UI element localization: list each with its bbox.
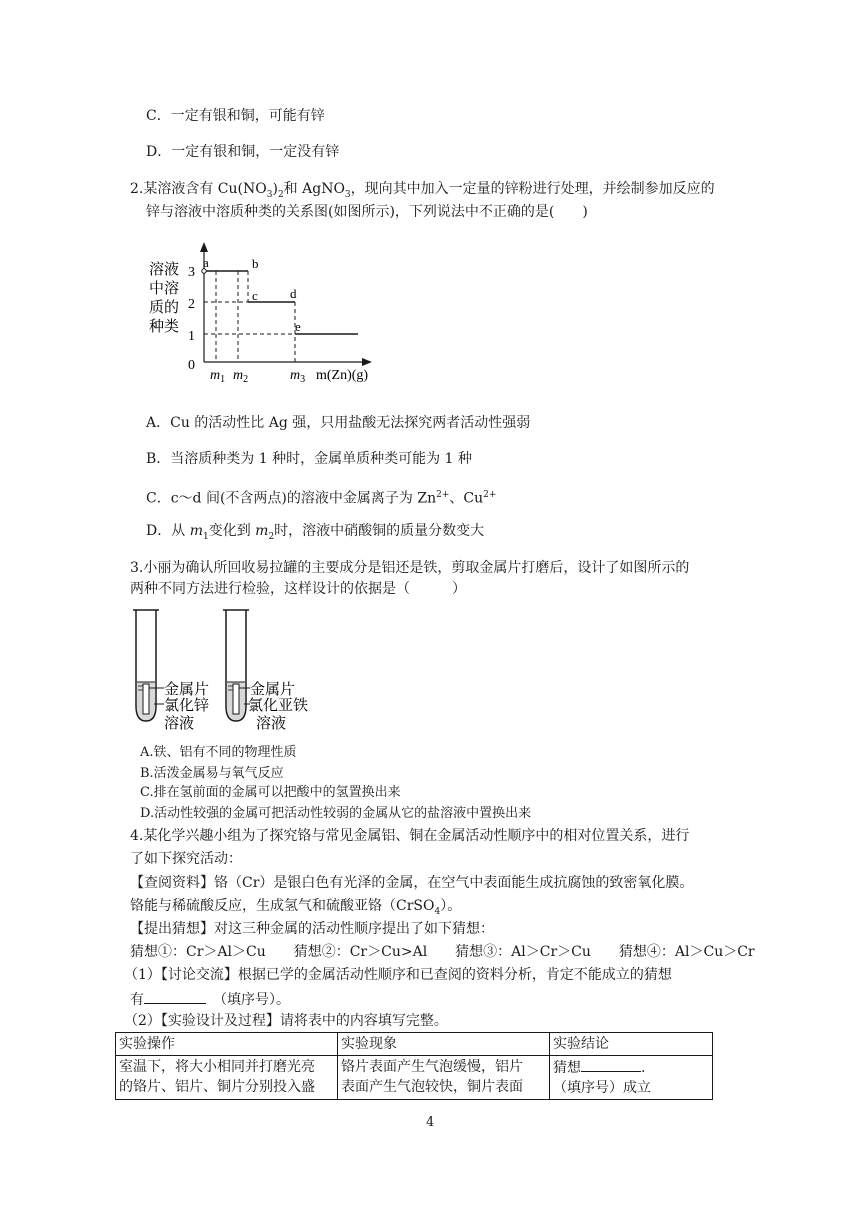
label-d: d bbox=[290, 286, 297, 301]
q4-info-line1: 【查阅资料】铬（Cr）是银白色有光泽的金属，在空气中表面能生成抗腐蚀的致密氧化膜。 bbox=[130, 875, 694, 891]
q2-option-b: B．当溶质种类为 1 种时，金属单质种类可能为 1 种 bbox=[146, 451, 472, 467]
xlabel: m(Zn)(g) bbox=[316, 368, 369, 383]
q4-part1-line1: （1）【讨论交流】根据已学的金属活动性顺序和已查阅的资料分析，肯定不能成立的猜想 bbox=[124, 967, 672, 983]
label-a: a bbox=[203, 255, 209, 270]
tube2-metal-label: 金属片 bbox=[250, 682, 296, 698]
q1-option-c: C．一定有银和铜，可能有锌 bbox=[146, 108, 325, 124]
test-tube-2 bbox=[223, 610, 250, 721]
q3-stem-line2: 两种不同方法进行检验，这样设计的依据是（ ） bbox=[130, 581, 466, 597]
ytick-1: 1 bbox=[188, 329, 195, 344]
q2-graph bbox=[140, 238, 400, 388]
ytick-2: 2 bbox=[188, 297, 195, 312]
dashed-guides bbox=[204, 271, 295, 362]
ytick-0: 0 bbox=[188, 358, 195, 373]
q2-option-d: D．从 $m_1$变化到 $m_2$时，溶液中硝酸铜的质量分数变大 bbox=[146, 523, 485, 542]
metal-strip-1 bbox=[143, 684, 149, 714]
q3-option-d: D.活动性较强的金属可把活动性较弱的金属从它的盐溶液中置换出来 bbox=[140, 806, 532, 821]
label-e: e bbox=[295, 319, 301, 334]
table-header-row bbox=[116, 1033, 713, 1056]
q4-info-line2: 铬能与稀硫酸反应，生成氢气和硫酸亚铬（CrSO$_4$）。 bbox=[130, 898, 462, 917]
header-conclusion: 实验结论 bbox=[550, 1033, 713, 1056]
x-axis-arrow bbox=[362, 358, 372, 366]
tube1-solution-label-b: 溶液 bbox=[164, 716, 195, 732]
q4-hypothesis-intro: 【提出猜想】对这三种金属的活动性顺序提出了如下猜想： bbox=[130, 921, 494, 937]
table-row bbox=[116, 1056, 713, 1100]
test-tube-1 bbox=[133, 610, 164, 721]
xtick-m1: $m_1$ bbox=[210, 368, 226, 385]
q4-hypotheses: 猜想①：Cr＞Al＞Cu 猜想②：Cr＞Cu>Al 猜想③：Al＞Cr＞Cu 猜想④：Al＞Cu＞Cr bbox=[130, 944, 755, 960]
q2-stem-line2: 锌与溶液中溶质种类的关系图(如图所示)，下列说法中不正确的是( ) bbox=[146, 204, 588, 220]
metal-strip-2 bbox=[233, 684, 239, 714]
tube1-metal-label: 金属片 bbox=[164, 682, 210, 698]
y-axis-arrow bbox=[200, 242, 208, 252]
q3-stem-line1: 3.小丽为确认所回收易拉罐的主要成分是铝还是铁，剪取金属片打磨后，设计了如图所示的 bbox=[130, 560, 690, 576]
ytick-3: 3 bbox=[188, 265, 195, 280]
ylabel-1: 溶液 bbox=[149, 262, 180, 278]
ylabel-4: 种类 bbox=[149, 319, 180, 335]
tube2-solution-label-b: 溶液 bbox=[256, 716, 287, 732]
cell-phenomenon: 铬片表面产生气泡缓慢，铝片 表面产生气泡较快，铜片表面 bbox=[338, 1056, 550, 1100]
label-c: c bbox=[252, 288, 258, 303]
ylabel-2: 中溶 bbox=[149, 281, 180, 297]
tube2-solution-label-a: 氯化亚铁 bbox=[248, 698, 309, 714]
q2-stem-line1: 2.某溶液含有 $Cu(NO_3)_2$和 AgNO$_3$，现向其中加入一定量的锌粉进行处理，并绘制参加反应的 bbox=[130, 181, 715, 200]
q4-part2: （2）【实验设计及过程】请将表中的内容填写完整。 bbox=[124, 1013, 448, 1029]
ylabel-3: 质的 bbox=[149, 300, 180, 316]
experiment-table bbox=[115, 1032, 713, 1100]
label-b: b bbox=[252, 256, 259, 271]
cell-operation: 室温下，将大小相同并打磨光亮 的铬片、铝片、铜片分别投入盛 bbox=[116, 1056, 338, 1100]
q2-option-c: C．c～d 间(不含两点)的溶液中金属离子为 $Zn^{2+}$、$Cu^{2+}$ bbox=[146, 490, 497, 507]
header-operation: 实验操作 bbox=[116, 1033, 338, 1056]
q4-stem-line2: 了如下探究活动： bbox=[130, 851, 242, 867]
q3-option-a: A.铁、铝有不同的物理性质 bbox=[140, 745, 297, 760]
header-phenomenon: 实验现象 bbox=[338, 1033, 550, 1056]
q4-stem-line1: 4.某化学兴趣小组为了探究铬与常见金属铝、铜在金属活动性顺序中的相对位置关系，进行 bbox=[130, 828, 690, 844]
xtick-m2: $m_2$ bbox=[233, 368, 249, 385]
q4-part1-line2: 有 （填序号）。 bbox=[130, 989, 290, 1009]
tube1-solution-label-a: 氯化锌 bbox=[164, 698, 210, 714]
q3-option-b: B.活泼金属易与氧气反应 bbox=[140, 766, 284, 781]
cell-conclusion: 猜想 . （填序号）成立 bbox=[550, 1056, 713, 1100]
answer-blank-2[interactable] bbox=[581, 1057, 641, 1072]
q1-option-d: D．一定有银和铜，一定没有锌 bbox=[146, 144, 340, 160]
page-number: 4 bbox=[426, 1115, 435, 1130]
q2-option-a: A．Cu 的活动性比 Ag 强，只用盐酸无法探究两者活动性强弱 bbox=[146, 415, 531, 431]
xtick-m3: $m_3$ bbox=[290, 368, 306, 385]
q3-option-c: C.排在氢前面的金属可以把酸中的氢置换出来 bbox=[140, 785, 401, 800]
answer-blank-1[interactable] bbox=[144, 989, 206, 1004]
q3-test-tubes bbox=[128, 606, 318, 741]
